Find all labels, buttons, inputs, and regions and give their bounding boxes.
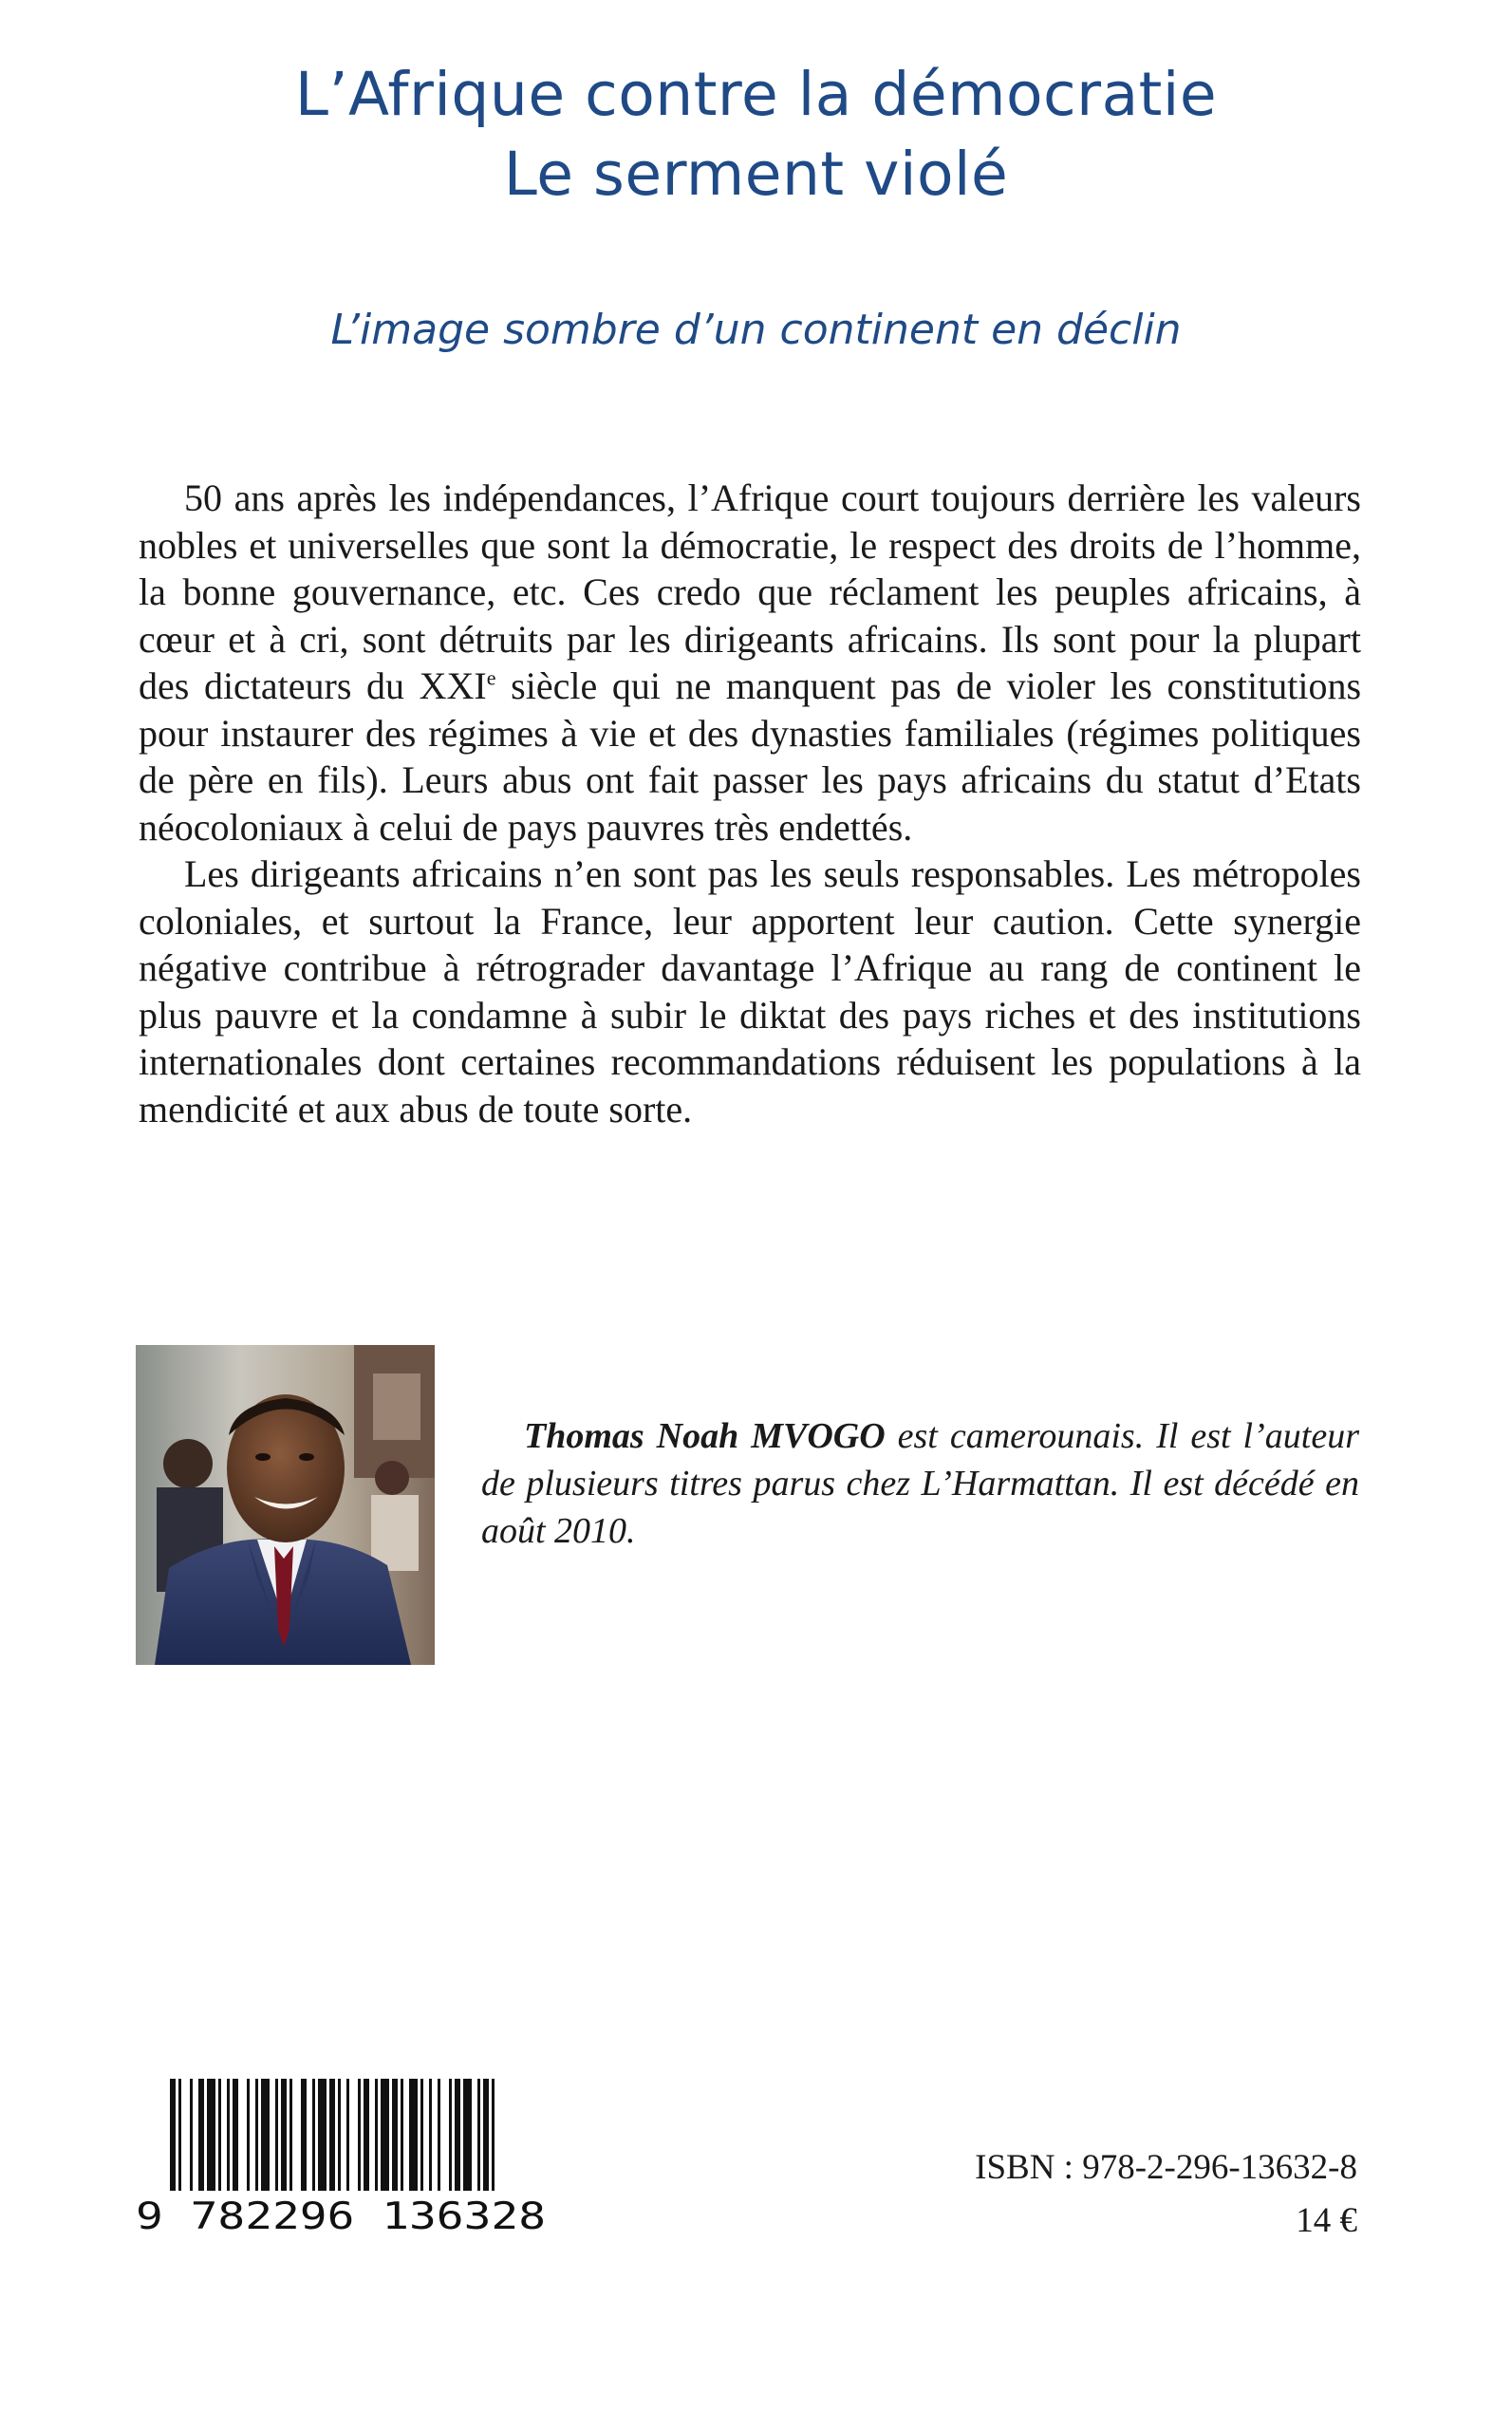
barcode-bar <box>455 2079 460 2191</box>
barcode-bar <box>318 2079 327 2191</box>
barcode-bar <box>190 2079 193 2191</box>
barcode-bar <box>170 2079 176 2191</box>
barcode-bar <box>420 2079 423 2191</box>
barcode-bar <box>381 2079 389 2191</box>
barcode-bar <box>312 2079 315 2191</box>
barcode-digits: 9 782296 136328 <box>136 2195 546 2231</box>
barcode-bar <box>275 2079 278 2191</box>
barcode-bar <box>198 2079 204 2191</box>
barcode-bar <box>338 2079 341 2191</box>
barcode-bar <box>207 2079 215 2191</box>
barcode-bar <box>301 2079 307 2191</box>
barcode-bar <box>477 2079 480 2191</box>
isbn-label: ISBN : 978-2-296-13632-8 <box>975 2148 1357 2187</box>
price-label: 14 € <box>1296 2201 1357 2240</box>
summary-paragraph-1 <box>139 475 1361 850</box>
barcode-bar <box>247 2079 250 2191</box>
barcode-bar <box>375 2079 378 2191</box>
book-title: L’Afrique contre la démocratie <box>294 60 1218 129</box>
summary-paragraph-1-start: 50 ans après les indépendances, l’Afrique court toujours derrière les valeurs nobles et universelles que sont la démocratie, le respect des droits de l’homme, la bonne gouvernance, etc. Ces credo que réclament les peuples africains, à cœur et à cri, sont détruits par les dirigeants africains. Ils sont pour la plupart des dictateurs du XXI <box>139 476 1361 707</box>
barcode-bar <box>492 2079 495 2191</box>
barcode-bar <box>429 2079 432 2191</box>
barcode <box>136 2079 553 2231</box>
barcode-bar <box>218 2079 221 2191</box>
barcode-bar <box>261 2079 270 2191</box>
barcode-bar <box>281 2079 287 2191</box>
barcode-bar <box>227 2079 230 2191</box>
barcode-bar <box>409 2079 418 2191</box>
tagline: L’image sombre d’un continent en déclin <box>330 306 1182 354</box>
barcode-bar <box>438 2079 440 2191</box>
barcode-bar <box>233 2079 238 2191</box>
barcode-bar <box>392 2079 398 2191</box>
author-bio <box>481 1412 1359 1555</box>
barcode-bar <box>401 2079 403 2191</box>
author-photo <box>136 1345 435 1665</box>
summary-paragraph-2: Les dirigeants africains n’en sont pas les seuls responsables. Les métropoles coloniales, et surtout la France, leur apportent leur caution. Cette synergie négative contribue à rétrograder davantage l’Afrique au rang de continent le plus pauvre et la condamne à subir le diktat des pays riches et des institutions internationales dont certaines recommandations réduisent les populations à la mendicité et aux abus de toute sorte. <box>139 852 1361 1130</box>
barcode-bar <box>178 2079 181 2191</box>
summary-text <box>139 475 1361 1132</box>
barcode-bar <box>346 2079 349 2191</box>
title-block <box>0 55 1512 215</box>
barcode-bar <box>289 2079 292 2191</box>
barcode-graphic <box>136 2079 553 2231</box>
author-name: Thomas Noah MVOGO <box>524 1416 886 1456</box>
barcode-bar <box>449 2079 452 2191</box>
barcode-bar <box>358 2079 361 2191</box>
book-subtitle-main: Le serment violé <box>503 140 1009 209</box>
century-superscript: e <box>486 665 496 690</box>
barcode-bar <box>463 2079 472 2191</box>
author-bio-text: est camerounais. Il est l’auteur de plusieurs titres parus chez L’Harmattan. Il est décédé en août 2010. <box>481 1416 1359 1551</box>
barcode-bar <box>255 2079 258 2191</box>
barcode-bar <box>483 2079 489 2191</box>
barcode-bar <box>364 2079 369 2191</box>
barcode-bar <box>329 2079 335 2191</box>
summary-paragraph-1-end: siècle qui ne manquent pas de violer les constitutions pour instaurer des régimes à vie et des dynasties familiales (régimes politiques de père en fils). Leurs abus ont fait passer les pays africains du statut d’Etats néocoloniaux à celui de pays pauvres très endettés. <box>139 664 1362 849</box>
